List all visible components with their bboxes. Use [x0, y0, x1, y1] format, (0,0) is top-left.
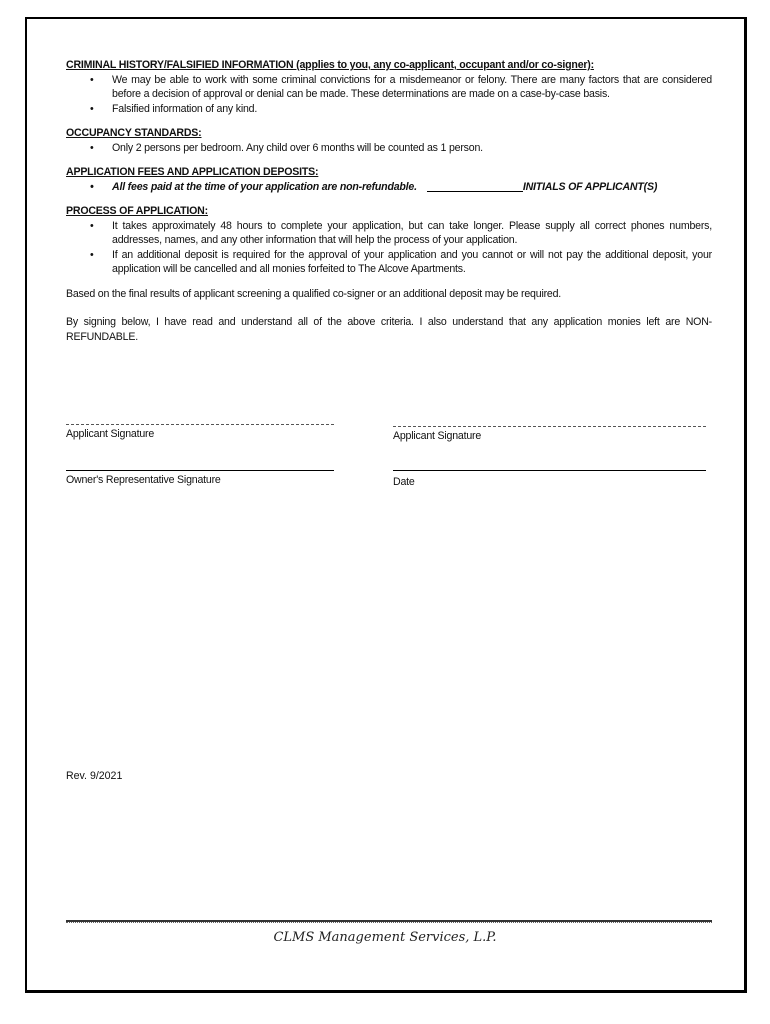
criminal-history-heading: CRIMINAL HISTORY/FALSIFIED INFORMATION (applies to you, any co-applicant, occupant and/or co-signer):: [66, 59, 594, 71]
list-item: • Falsified information of any kind.: [112, 102, 712, 117]
fees-text: All fees paid at the time of your application are non-refundable.: [112, 180, 417, 193]
date-label: Date: [393, 476, 415, 488]
criminal-history-list: [66, 73, 712, 117]
initials-field[interactable]: [427, 191, 523, 192]
list-item: • Only 2 persons per bedroom. Any child over 6 months will be counted as 1 person.: [112, 141, 712, 156]
list-item: • If an additional deposit is required for the approval of your application and you cannot or will not pay the additional deposit, your application will be cancelled and all monies forfeited to The Alcove Apartments.: [112, 248, 712, 277]
revision-label: Rev. 9/2021: [66, 770, 123, 782]
fees-item: [112, 180, 712, 195]
initials-label: INITIALS OF APPLICANT(S): [522, 180, 658, 193]
screening-paragraph: Based on the final results of applicant screening a qualified co-signer or an additional deposit may be required.: [66, 287, 562, 300]
applicant-signature-label-right: Applicant Signature: [393, 430, 482, 442]
list-item: • It takes approximately 48 hours to complete your application, but can take longer. Please supply all correct phones numbers, addresses, names, and any other information that will help the process of your application.: [112, 219, 712, 248]
occupancy-heading: OCCUPANCY STANDARDS:: [66, 127, 202, 139]
fees-heading: APPLICATION FEES AND APPLICATION DEPOSITS:: [66, 166, 319, 178]
footer-rule: [66, 920, 712, 923]
owner-signature-label: Owner's Representative Signature: [66, 474, 221, 486]
occupancy-list: [66, 141, 712, 156]
signing-paragraph: By signing below, I have read and understand all of the above criteria. I also understand that any application monies left are NON-REFUNDABLE.: [66, 316, 712, 343]
process-heading: PROCESS OF APPLICATION:: [66, 205, 208, 217]
process-list: [66, 219, 712, 277]
owner-signature-line[interactable]: [66, 470, 334, 471]
list-item: • We may be able to work with some criminal convictions for a misdemeanor or felony. There are many factors that are considered before a decision of approval or denial can be made. These determinations are made on a case-by-case basis.: [112, 73, 712, 102]
date-line[interactable]: [393, 470, 706, 471]
applicant-signature-line-left[interactable]: [66, 424, 334, 425]
applicant-signature-label-left: Applicant Signature: [66, 428, 155, 440]
applicant-signature-line-right[interactable]: [393, 426, 706, 427]
footer-company: CLMS Management Services, L.P.: [273, 930, 497, 945]
fees-list: [66, 180, 712, 195]
document-body: [66, 58, 712, 344]
